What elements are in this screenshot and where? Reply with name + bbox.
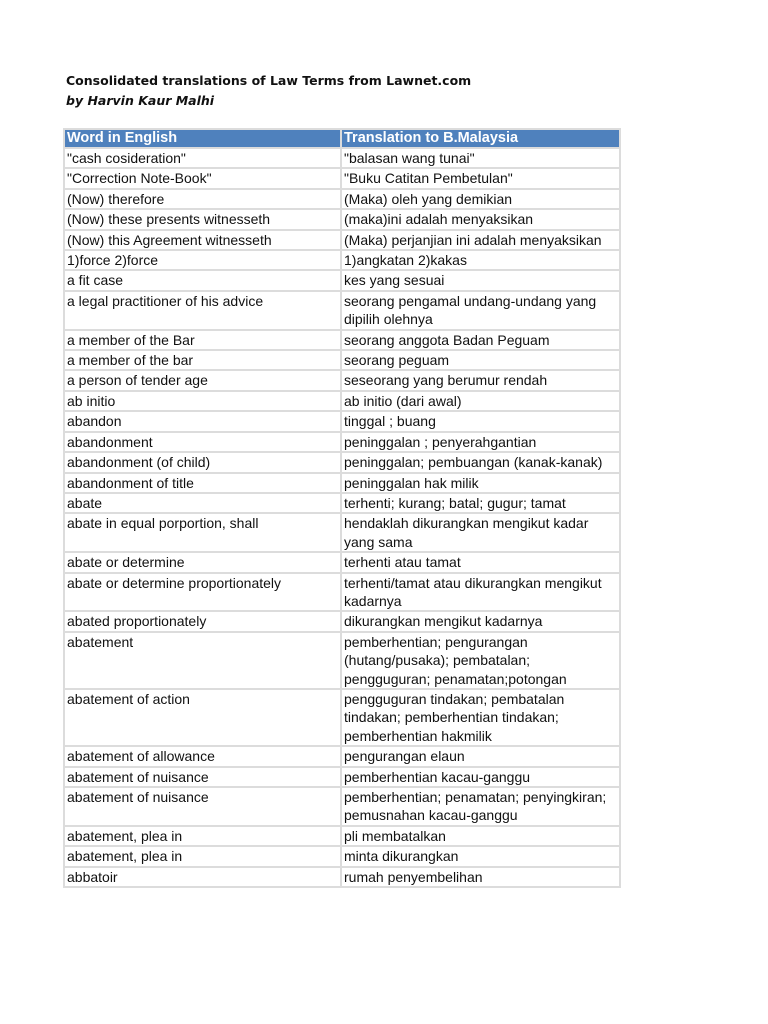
english-term-cell: ab initio — [65, 392, 340, 410]
table-row — [65, 827, 619, 845]
malay-translation-cell: pemberhentian kacau-ganggu — [342, 768, 619, 786]
malay-translation-cell: terhenti atau tamat — [342, 553, 619, 571]
table-row — [65, 690, 619, 745]
malay-translation-cell: (Maka) oleh yang demikian — [342, 190, 619, 208]
english-term-cell: "Correction Note-Book" — [65, 169, 340, 187]
malay-translation-cell: terhenti; kurang; batal; gugur; tamat — [342, 494, 619, 512]
malay-translation-cell: seseorang yang berumur rendah — [342, 371, 619, 389]
malay-translation-cell: seorang peguam — [342, 351, 619, 369]
malay-translation-cell: dikurangkan mengikut kadarnya — [342, 612, 619, 630]
table-row — [65, 553, 619, 571]
table-row — [65, 231, 619, 249]
malay-translation-cell: kes yang sesuai — [342, 271, 619, 289]
table-row — [65, 474, 619, 492]
english-term-cell: abatement — [65, 633, 340, 688]
table-row — [65, 169, 619, 187]
malay-translation-cell: peninggalan ; penyerahgantian — [342, 433, 619, 451]
malay-translation-cell: seorang pengamal undang-undang yang dipilih olehnya — [342, 292, 619, 329]
english-term-cell: abandon — [65, 412, 340, 430]
table-row — [65, 331, 619, 349]
malay-translation-cell: rumah penyembelihan — [342, 868, 619, 886]
table-row — [65, 847, 619, 865]
table-row — [65, 210, 619, 228]
document-header — [66, 71, 471, 111]
english-term-cell: (Now) these presents witnesseth — [65, 210, 340, 228]
english-term-cell: a fit case — [65, 271, 340, 289]
english-term-cell: abated proportionately — [65, 612, 340, 630]
table-row — [65, 371, 619, 389]
document-title: Consolidated translations of Law Terms from Lawnet.com — [66, 73, 472, 88]
table-header-row — [65, 130, 619, 147]
english-term-cell: a person of tender age — [65, 371, 340, 389]
english-term-cell: abandonment (of child) — [65, 453, 340, 471]
malay-translation-cell: pli membatalkan — [342, 827, 619, 845]
english-term-cell: abatement of allowance — [65, 747, 340, 765]
english-term-cell: (Now) therefore — [65, 190, 340, 208]
english-term-cell: abandonment of title — [65, 474, 340, 492]
table-row — [65, 768, 619, 786]
table-row — [65, 271, 619, 289]
table-row — [65, 292, 619, 329]
table-row — [65, 868, 619, 886]
english-term-cell: (Now) this Agreement witnesseth — [65, 231, 340, 249]
table-row — [65, 351, 619, 369]
table-row — [65, 788, 619, 825]
column-header-malay: Translation to B.Malaysia — [342, 130, 619, 147]
malay-translation-cell: pemberhentian; penamatan; penyingkiran; pemusnahan kacau-ganggu — [342, 788, 619, 825]
malay-translation-cell: (maka)ini adalah menyaksikan — [342, 210, 619, 228]
english-term-cell: abate or determine — [65, 553, 340, 571]
table-row — [65, 453, 619, 471]
malay-translation-cell: tinggal ; buang — [342, 412, 619, 430]
malay-translation-cell: minta dikurangkan — [342, 847, 619, 865]
malay-translation-cell: terhenti/tamat atau dikurangkan mengikut kadarnya — [342, 574, 619, 611]
english-term-cell: a member of the bar — [65, 351, 340, 369]
english-term-cell: abate or determine proportionately — [65, 574, 340, 611]
malay-translation-cell: (Maka) perjanjian ini adalah menyaksikan — [342, 231, 619, 249]
malay-translation-cell: "balasan wang tunai" — [342, 149, 619, 167]
translation-table — [63, 128, 621, 888]
table-row — [65, 612, 619, 630]
table-row — [65, 412, 619, 430]
english-term-cell: abandonment — [65, 433, 340, 451]
malay-translation-cell: pemberhentian; pengurangan (hutang/pusaka); pembatalan; pengguguran; penamatan;potongan — [342, 633, 619, 688]
english-term-cell: a legal practitioner of his advice — [65, 292, 340, 329]
table-row — [65, 574, 619, 611]
table-row — [65, 514, 619, 551]
english-term-cell: abate — [65, 494, 340, 512]
english-term-cell: abate in equal porportion, shall — [65, 514, 340, 551]
table-row — [65, 494, 619, 512]
table-row — [65, 251, 619, 269]
english-term-cell: abbatoir — [65, 868, 340, 886]
english-term-cell: abatement of nuisance — [65, 768, 340, 786]
malay-translation-cell: "Buku Catitan Pembetulan" — [342, 169, 619, 187]
column-header-english: Word in English — [65, 130, 340, 147]
malay-translation-cell: pengguguran tindakan; pembatalan tindakan; pemberhentian tindakan; pemberhentian hakmilik — [342, 690, 619, 745]
english-term-cell: 1)force 2)force — [65, 251, 340, 269]
english-term-cell: a member of the Bar — [65, 331, 340, 349]
table-row — [65, 149, 619, 167]
table-row — [65, 747, 619, 765]
english-term-cell: abatement of action — [65, 690, 340, 745]
english-term-cell: abatement of nuisance — [65, 788, 340, 825]
malay-translation-cell: peninggalan; pembuangan (kanak-kanak) — [342, 453, 619, 471]
malay-translation-cell: hendaklah dikurangkan mengikut kadar yang sama — [342, 514, 619, 551]
table-body — [65, 149, 619, 886]
english-term-cell: abatement, plea in — [65, 847, 340, 865]
malay-translation-cell: ab initio (dari awal) — [342, 392, 619, 410]
malay-translation-cell: seorang anggota Badan Peguam — [342, 331, 619, 349]
table-row — [65, 633, 619, 688]
table-row — [65, 392, 619, 410]
malay-translation-cell: peninggalan hak milik — [342, 474, 619, 492]
author-byline: by Harvin Kaur Malhi — [66, 93, 215, 108]
table-row — [65, 190, 619, 208]
malay-translation-cell: pengurangan elaun — [342, 747, 619, 765]
english-term-cell: abatement, plea in — [65, 827, 340, 845]
english-term-cell: "cash cosideration" — [65, 149, 340, 167]
malay-translation-cell: 1)angkatan 2)kakas — [342, 251, 619, 269]
table-row — [65, 433, 619, 451]
